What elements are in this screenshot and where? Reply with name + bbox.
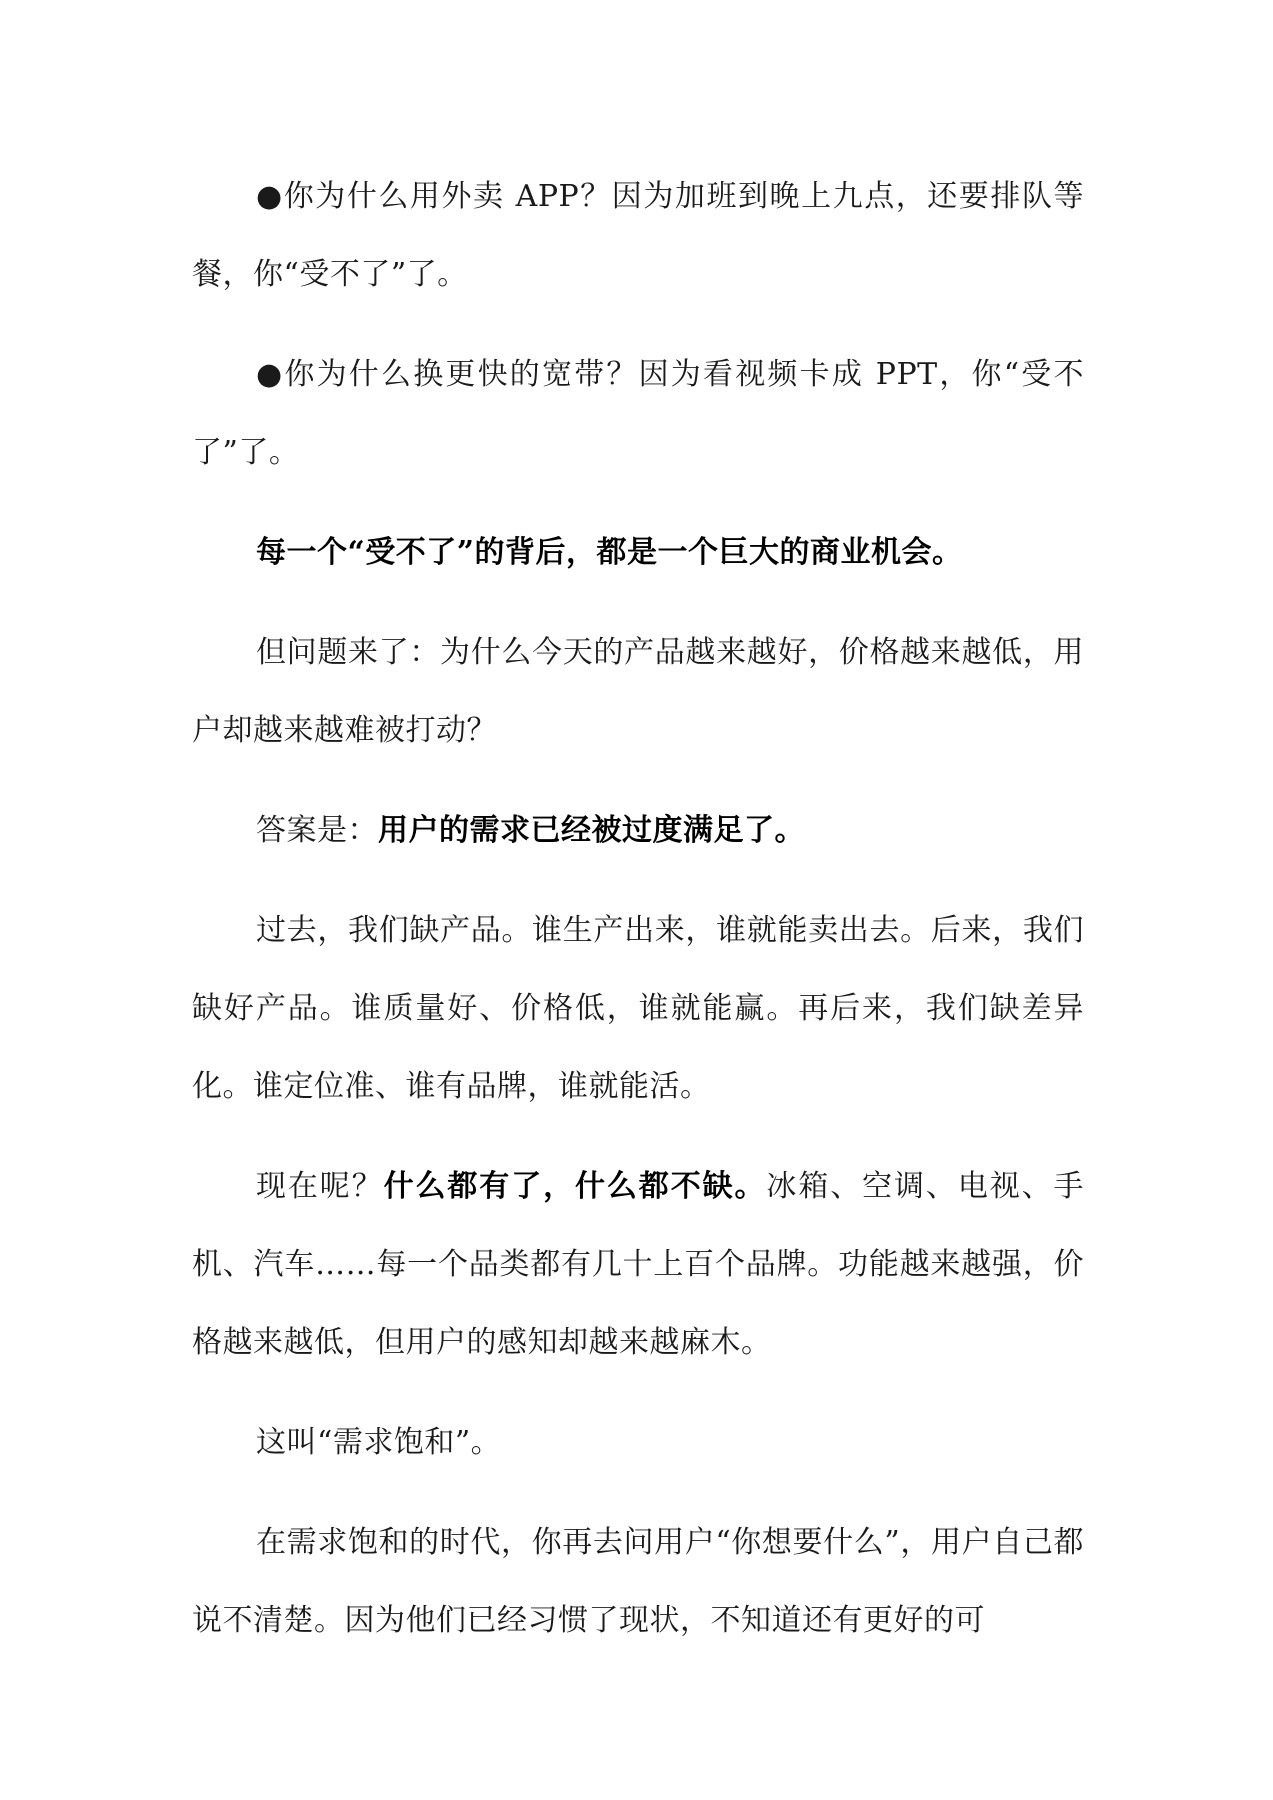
paragraph-6	[192, 892, 1084, 1126]
history-text: 过去，我们缺产品。谁生产出来，谁就能卖出去。后来，我们缺好产品。谁质量好、价格低，谁就能赢。再后来，我们缺差异化。谁定位准、谁有品牌，谁就能活。	[192, 913, 1084, 1104]
key-statement: 每一个“受不了”的背后，都是一个巨大的商业机会。	[256, 535, 963, 570]
paragraph-7	[192, 1148, 1084, 1382]
bullet-takeout: ●你为什么用外卖 APP？因为加班到晚上九点，还要排队等餐，你“受不了”了。	[192, 179, 1084, 292]
answer-label: 答案是：	[256, 813, 378, 848]
paragraph-8	[192, 1404, 1084, 1482]
paragraph-3	[192, 514, 1084, 592]
paragraph-1	[192, 158, 1084, 314]
paragraph-2	[192, 336, 1084, 492]
now-label: 现在呢？	[256, 1169, 384, 1204]
saturation-text: 在需求饱和的时代，你再去问用户“你想要什么”，用户自己都说不清楚。因为他们已经习惯了现状，不知道还有更好的可	[192, 1525, 1084, 1638]
paragraph-4	[192, 614, 1084, 770]
answer-emphasis: 用户的需求已经被过度满足了。	[378, 813, 805, 848]
paragraph-5	[192, 792, 1084, 870]
now-emphasis: 什么都有了，什么都不缺。	[383, 1169, 767, 1204]
question-text: 但问题来了：为什么今天的产品越来越好，价格越来越低，用户却越来越难被打动？	[192, 635, 1084, 748]
document-page	[192, 158, 1084, 1682]
saturation-term: 这叫“需求饱和”。	[256, 1425, 502, 1460]
bullet-broadband: ●你为什么换更快的宽带？因为看视频卡成 PPT，你“受不了”了。	[192, 357, 1084, 470]
now-detail: 冰箱、空调、电视、手机、汽车……每一个品类都有几十上百个品牌。功能越来越强，价格越来越低，但用户的感知却越来越麻木。	[192, 1169, 1085, 1360]
paragraph-9	[192, 1504, 1084, 1660]
